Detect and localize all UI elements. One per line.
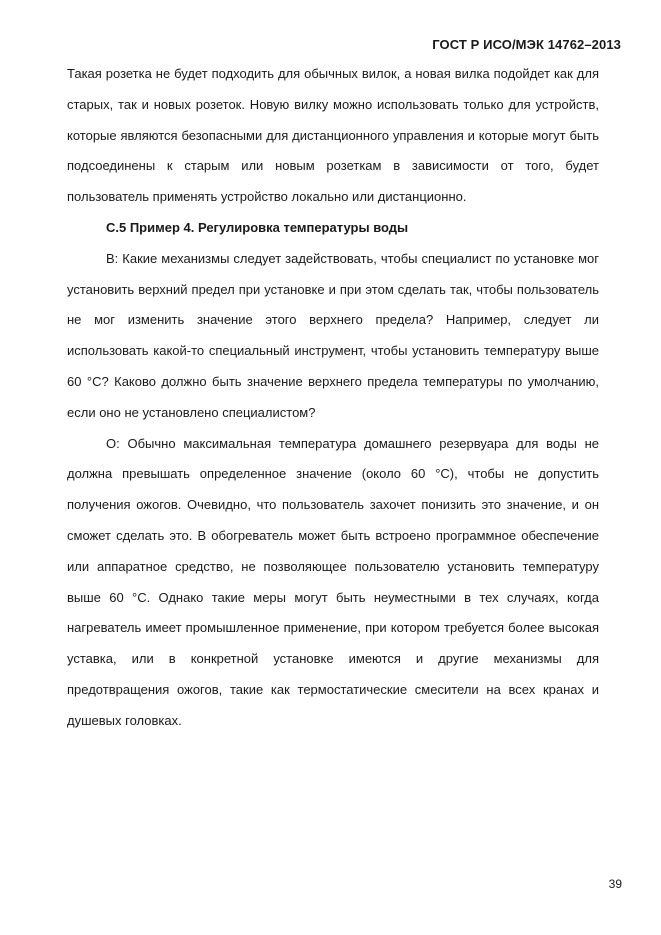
section-heading: С.5 Пример 4. Регулировка температуры воды — [106, 219, 409, 235]
page-number: 39 — [608, 877, 622, 891]
intro-paragraph: Такая розетка не будет подходить для обычных вилок, а новая вилка подойдет как для старых, так и новых розеток. Новую вилку можно использовать только для устройств, которые являются безопасными для дистанционного управления и которые могут быть подсоединены к старым или новым розеткам в зависимости от того, будет пользователь применять устройство локально или дистанционно. — [67, 66, 599, 205]
document-body — [67, 59, 599, 737]
standard-code-header: ГОСТ Р ИСО/МЭК 14762–2013 — [432, 37, 621, 52]
answer-paragraph: О: Обычно максимальная температура домашнего резервуара для воды не должна превышать определенное значение (около 60 °C), чтобы не допустить получения ожогов. Очевидно, что пользователь захочет понизить это значение, и он сможет сделать это. В обогреватель может быть встроено программное обеспечение или аппаратное средство, не позволяющее пользователю установить температуру выше 60 °C. Однако такие меры могут быть неуместными в тех случаях, когда нагреватель имеет промышленное применение, при котором требуется более высокая уставка, или в конкретной установке имеются и другие механизмы для предотвращения ожогов, такие как термостатические смесители на всех кранах и душевых головках. — [67, 435, 599, 728]
question-paragraph: В: Какие механизмы следует задействовать, чтобы специалист по установке мог установить верхний предел при установке и при этом сделать так, чтобы пользователь не мог изменить значение этого верхнего предела? Например, следует ли использовать какой-то специальный инструмент, чтобы установить температуру выше 60 °C? Каково должно быть значение верхнего предела температуры по умолчанию, если оно не установлено специалистом? — [67, 250, 599, 420]
